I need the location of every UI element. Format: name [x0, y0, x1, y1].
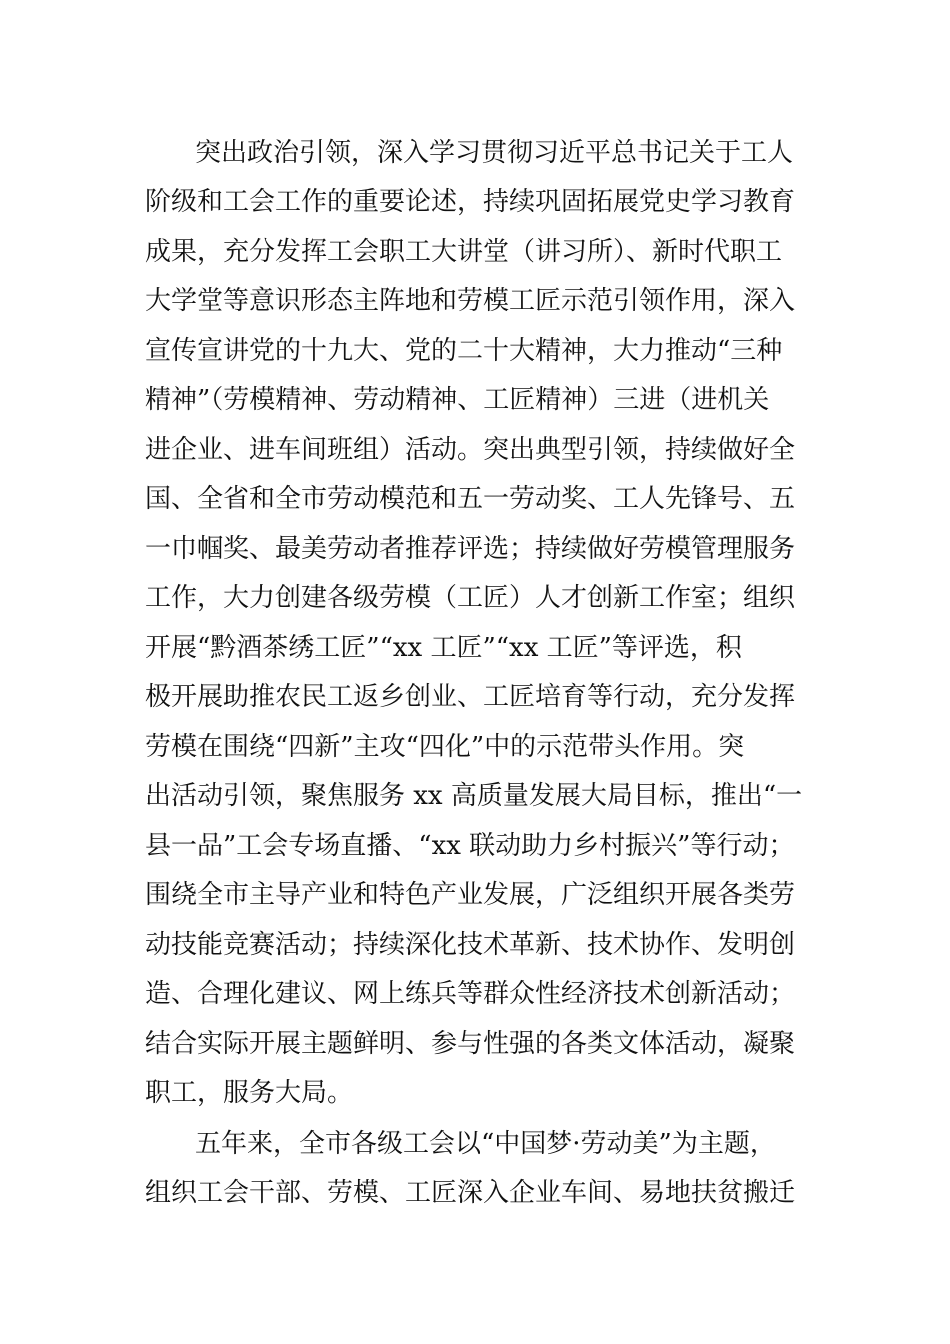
- paragraph-1-line-7: 进企业、进车间班组）活动。突出典型引领，持续做好全: [145, 435, 796, 465]
- paragraph-1-line-18: 造、合理化建议、网上练兵等群众性经济技术创新活动；: [145, 979, 796, 1009]
- paragraph-1-line-6: 精神”（劳模精神、劳动精神、工匠精神）三进（进机关: [145, 385, 770, 415]
- paragraph-1-line-16: 围绕全市主导产业和特色产业发展，广泛组织开展各类劳: [145, 880, 796, 910]
- paragraph-2-line-2: 组织工会干部、劳模、工匠深入企业车间、易地扶贫搬迁: [145, 1178, 796, 1208]
- paragraph-1-line-14: 出活动引领，聚焦服务 xx 高质量发展大局目标，推出“一: [145, 781, 803, 811]
- paragraph-1-line-2: 阶级和工会工作的重要论述，持续巩固拓展党史学习教育: [145, 187, 796, 217]
- paragraph-1-line-5: 宣传宣讲党的十九大、党的二十大精神，大力推动“三种: [145, 336, 783, 366]
- paragraph-1-line-8: 国、全省和全市劳动模范和五一劳动奖、工人先锋号、五: [145, 484, 796, 514]
- paragraph-1-line-4: 大学堂等意识形态主阵地和劳模工匠示范引领作用，深入: [145, 286, 796, 316]
- paragraph-1-line-15: 县一品”工会专场直播、“xx 联动助力乡村振兴”等行动；: [145, 831, 795, 861]
- paragraph-1-line-19: 结合实际开展主题鲜明、参与性强的各类文体活动，凝聚: [145, 1029, 796, 1059]
- paragraph-1-line-10: 工作，大力创建各级劳模（工匠）人才创新工作室；组织: [145, 583, 796, 613]
- paragraph-2-line-1: 五年来，全市各级工会以“中国梦·劳动美”为主题，: [195, 1129, 776, 1159]
- paragraph-1-line-20: 职工，服务大局。: [145, 1078, 354, 1108]
- paragraph-1-line-9: 一巾帼奖、最美劳动者推荐评选；持续做好劳模管理服务: [145, 534, 796, 564]
- paragraph-1-line-3: 成果，充分发挥工会职工大讲堂（讲习所）、新时代职工: [145, 237, 783, 267]
- paragraph-1-line-1: 突出政治引领，深入学习贯彻习近平总书记关于工人: [195, 138, 794, 168]
- paragraph-1-line-11: 开展“黔酒茶绣工匠”“xx 工匠”“xx 工匠”等评选，积: [145, 633, 742, 663]
- paragraph-1-line-12: 极开展助推农民工返乡创业、工匠培育等行动，充分发挥: [145, 682, 796, 712]
- paragraph-1-line-13: 劳模在围绕“四新”主攻“四化”中的示范带头作用。突: [145, 732, 745, 762]
- paragraph-1-line-17: 动技能竞赛活动；持续深化技术革新、技术协作、发明创: [145, 930, 796, 960]
